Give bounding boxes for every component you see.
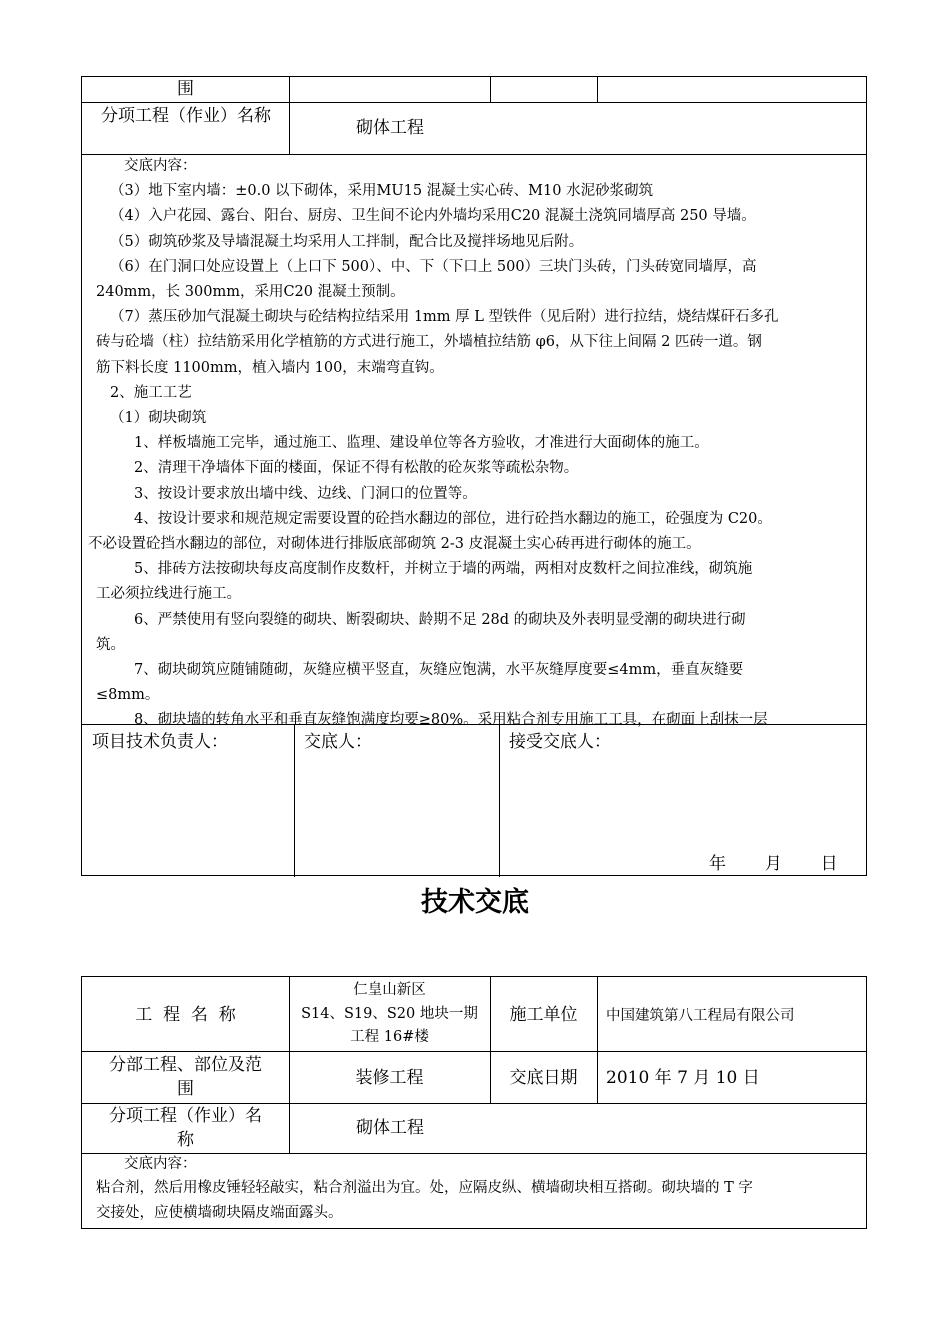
handover-date-value: 2010 年 7 月 10 日 [606, 1068, 760, 1088]
giver-signature-label: 交底人： [304, 732, 372, 752]
date-day: 日 [820, 854, 838, 874]
subitem-label: 分项工程（作业）名称 [101, 106, 271, 126]
subitem-value: 砌体工程 [356, 118, 424, 138]
part-value: 装修工程 [355, 1068, 424, 1088]
content-line: （7）蒸压砂加气混凝土砌块与砼结构拉结采用 1mm 厚 L 型铁件（见后附）进行拉结，烧结煤矸石多孔 [110, 309, 779, 326]
part-label: 分部工程、部位及范 围 [109, 1055, 262, 1099]
content-line: 2、施工工艺 [110, 384, 192, 401]
construction-unit-label: 施工单位 [509, 1005, 578, 1025]
project-name-label: 工 程 名 称 [135, 1005, 236, 1025]
sign-date [709, 852, 838, 876]
construction-unit-value: 中国建筑第八工程局有限公司 [606, 1008, 795, 1024]
content-line: ≤8mm。 [96, 687, 160, 704]
content-line: （6）在门洞口处应设置上（上口下 500）、中、下（下口上 500）三块门头砖，门头砖宽同墙厚，高 [110, 258, 757, 275]
tech-lead-signature-label: 项目技术负责人： [92, 732, 228, 752]
date-month: 月 [764, 854, 782, 874]
content-line: 8、砌块墙的转角水平和垂直灰缝饱满度均要≥80%。采用粘合剂专用施工工具，在砌面上刮抹一层 [134, 712, 768, 729]
content-line: （3）地下室内墙：±0.0 以下砌体，采用MU15 混凝土实心砖、M10 水泥砂浆砌筑 [110, 183, 654, 200]
content-line: 6、严禁使用有竖向裂缝的砌块、断裂砌块、龄期不足 28d 的砌块及外表明显受潮的砌块进行砌 [134, 611, 746, 628]
content-line: 砖与砼墙（柱）拉结筋采用化学植筋的方式进行施工，外墙植拉结筋 φ6，从下往上间隔 2 匹砖一道。钢 [96, 334, 762, 351]
page2-table [81, 976, 867, 1229]
document-title: 技术交底 [421, 887, 529, 918]
content-line: 粘合剂，然后用橡皮锤轻轻敲实，粘合剂溢出为宜。处，应隔皮纵、横墙砌块相互搭砌。砌块墙的 T 字 [96, 1180, 753, 1196]
content-line: 240mm，长 300mm，采用C20 混凝土预制。 [96, 284, 405, 301]
content-line: 1、样板墙施工完毕，通过施工、监理、建设单位等各方验收，才准进行大面砌体的施工。 [134, 435, 709, 452]
project-name-value: 仁皇山新区 S14、S19、S20 地块一期 工程 16#楼 [301, 982, 478, 1045]
range-label-tail: 围 [177, 79, 194, 99]
content-line: 5、排砖方法按砌块每皮高度制作皮数杆，并树立于墙的两端，两相对皮数杆之间拉准线，砌筑施 [134, 561, 753, 578]
content-line: （5）砌筑砂浆及导墙混凝土均采用人工拌制，配合比及搅拌场地见后附。 [110, 233, 584, 250]
content-line: 筋下料长度 1100mm，植入墙内 100，末端弯直钩。 [96, 359, 444, 376]
subitem-value: 砌体工程 [356, 1118, 424, 1138]
content-line: 2、清理干净墙体下面的楼面，保证不得有松散的砼灰浆等疏松杂物。 [134, 460, 579, 477]
content-line: （4）入户花园、露台、阳台、厨房、卫生间不论内外墙均采用C20 混凝土浇筑同墙厚高 250 导墙。 [110, 208, 756, 225]
page1-table [81, 76, 867, 876]
content-body [96, 1153, 856, 1226]
content-line: 不必设置砼挡水翻边的部位，对砌体进行排版底部砌筑 2-3 皮混凝土实心砖再进行砌体的施工。 [88, 536, 701, 553]
subitem-label: 分项工程（作业）名 称 [109, 1106, 262, 1150]
handover-date-label: 交底日期 [509, 1068, 578, 1088]
content-line: 3、按设计要求放出墙中线、边线、门洞口的位置等。 [134, 485, 477, 502]
receiver-signature-label: 接受交底人： [509, 732, 611, 752]
content-line: 7、砌块砌筑应随铺随砌，灰缝应横平竖直，灰缝应饱满，水平灰缝厚度要≤4mm，垂直灰缝要 [134, 662, 744, 679]
content-line: 工必须拉线进行施工。 [96, 586, 241, 603]
content-label: 交底内容： [124, 158, 197, 174]
content-line: （1）砌块砌筑 [110, 410, 207, 427]
content-line: 筑。 [96, 636, 125, 653]
content-line: 交接处，应使横墙砌块隔皮端面露头。 [96, 1205, 343, 1222]
content-label: 交底内容： [124, 1156, 197, 1172]
content-body [88, 154, 856, 734]
content-line: 4、按设计要求和规范规定需要设置的砼挡水翻边的部位，进行砼挡水翻边的施工，砼强度为 C20。 [134, 510, 772, 527]
date-year: 年 [709, 854, 726, 874]
